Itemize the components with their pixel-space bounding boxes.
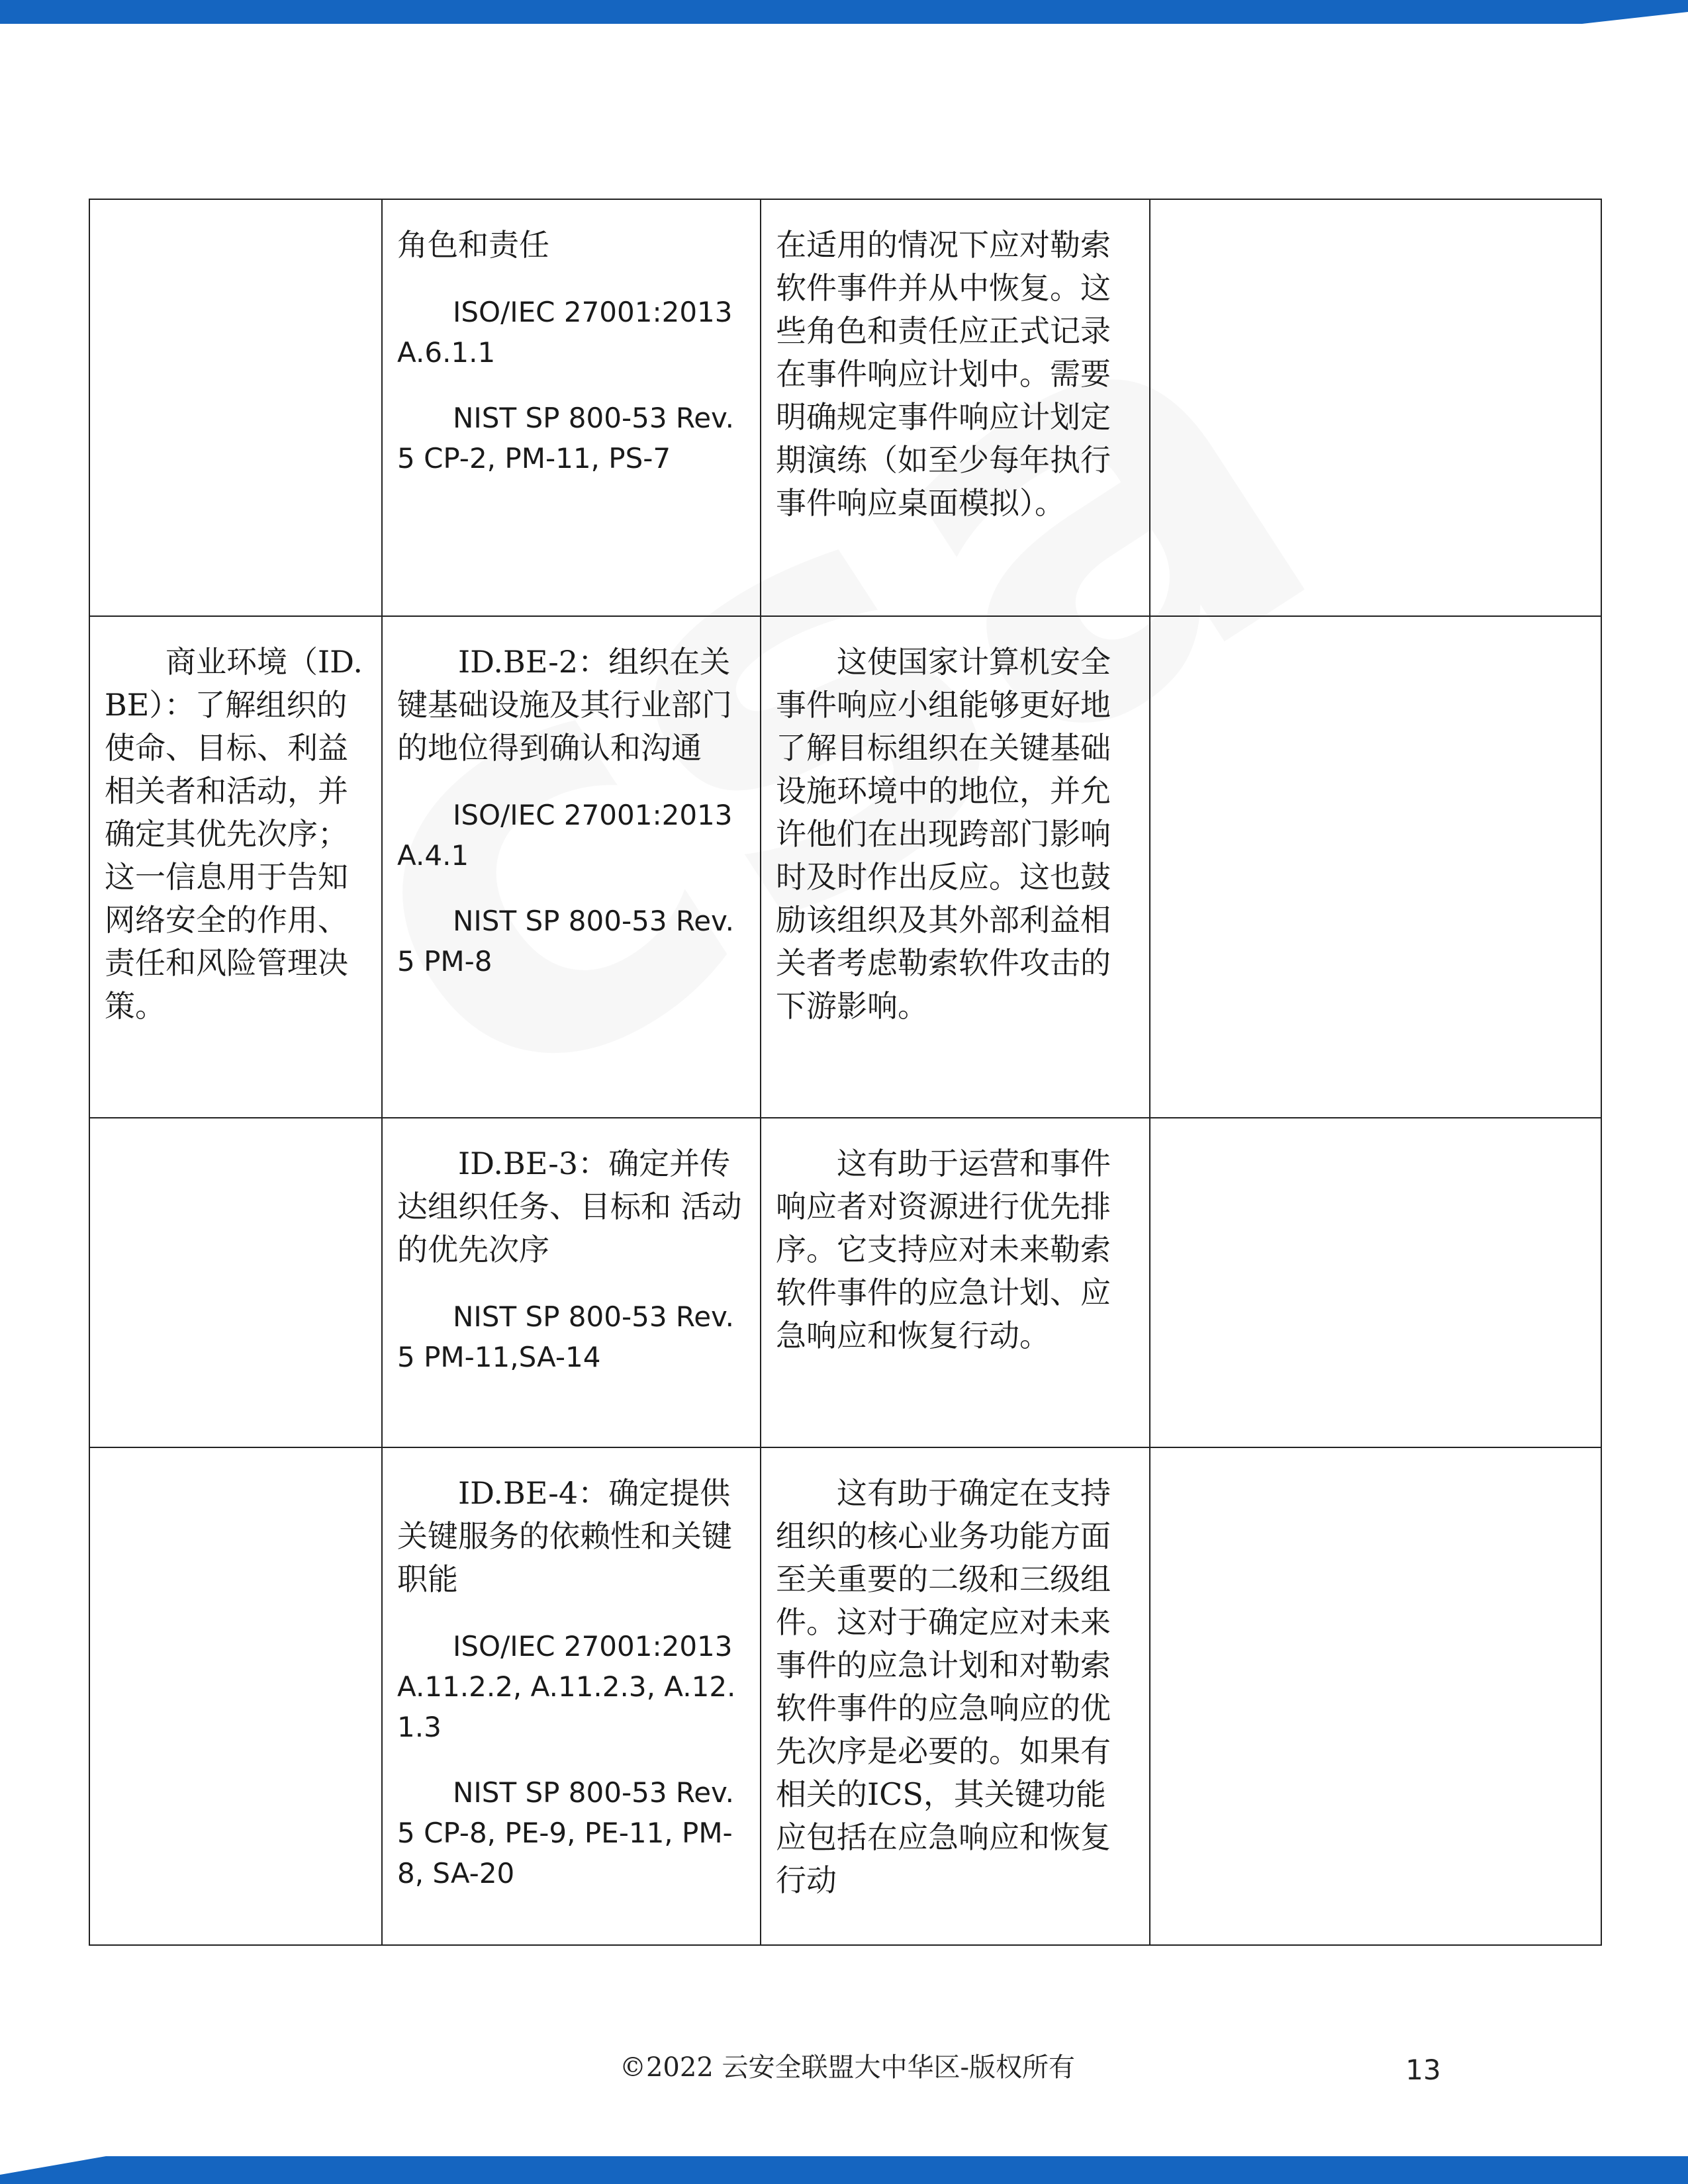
cell-paragraph: 角色和责任: [397, 227, 549, 263]
page-number: 13: [1405, 2054, 1441, 2086]
cell-paragraph: 这有助于确定在支持组织的核心业务功能方面至关重要的二级和三级组件。这对于确定应对未来事件的应急计划和对勒索软件事件的应急响应的优先次序是必要的。如果有相关的ICS，其关键功能应包括在应急响应和恢复行动: [776, 1475, 1111, 1898]
top-accent-bar: [0, 0, 1688, 24]
table-cell: [1150, 199, 1601, 616]
cell-paragraph: 这使国家计算机安全事件响应小组能够更好地了解目标组织在关键基础设施环境中的地位，并允许他们在出现跨部门影响时及时作出反应。这也鼓励该组织及其外部利益相关者考虑勒索软件攻击的下游影响。: [776, 644, 1111, 1024]
table-row: [89, 1447, 1601, 1945]
cell-paragraph: 在适用的情况下应对勒索软件事件并从中恢复。这些角色和责任应正式记录在事件响应计划中。需要明确规定事件响应计划定期演练（如至少每年执行事件响应桌面模拟）。: [776, 227, 1111, 521]
cell-paragraph: ID.BE-4：确定提供关键服务的依赖性和关键职能: [397, 1475, 732, 1597]
table-cell: [382, 1118, 761, 1447]
table-cell: [761, 199, 1150, 616]
cell-paragraph: ID.BE-2：组织在关键基础设施及其行业部门的地位得到确认和沟通: [397, 644, 732, 766]
cell-paragraph: 商业环境（ID.BE）：了解组织的使命、目标、利益相关者和活动，并确定其优先次序；这一信息用于告知网络安全的作用、责任和风险管理决策。: [105, 644, 363, 1024]
table-cell: [761, 1118, 1150, 1447]
cell-paragraph: 这有助于运营和事件响应者对资源进行优先排序。它支持应对未来勒索软件事件的应急计划、应急响应和恢复行动。: [776, 1146, 1111, 1353]
table-row: [89, 199, 1601, 616]
control-reference: NIST SP 800-53 Rev. 5 PM-8: [397, 905, 735, 978]
requirements-table: [89, 199, 1602, 1946]
bottom-accent-bar: [0, 2156, 1688, 2184]
control-reference: ISO/IEC 27001:2013 A.11.2.2, A.11.2.3, A.12.1.3: [397, 1630, 736, 1743]
table-cell: [1150, 616, 1601, 1118]
table-cell: [89, 1447, 382, 1945]
table-row: [89, 1118, 1601, 1447]
table-cell: [89, 199, 382, 616]
table-cell: [1150, 1447, 1601, 1945]
control-reference: NIST SP 800-53 Rev. 5 CP-8, PE-9, PE-11, PM-8, SA-20: [397, 1776, 735, 1889]
table-cell: [89, 616, 382, 1118]
table-cell: [382, 1447, 761, 1945]
table-cell: [382, 199, 761, 616]
table-cell: [382, 616, 761, 1118]
control-reference: NIST SP 800-53 Rev. 5 PM-11,SA-14: [397, 1300, 735, 1373]
table-cell: [761, 1447, 1150, 1945]
control-reference: NIST SP 800-53 Rev. 5 CP-2, PM-11, PS-7: [397, 402, 735, 475]
control-reference: ISO/IEC 27001:2013 A.4.1: [397, 799, 733, 872]
table-cell: [89, 1118, 382, 1447]
footer-copyright: ©2022 云安全联盟大中华区-版权所有: [619, 2052, 1076, 2083]
table-cell: [761, 616, 1150, 1118]
table-cell: [1150, 1118, 1601, 1447]
control-reference: ISO/IEC 27001:2013 A.6.1.1: [397, 296, 733, 369]
cell-paragraph: ID.BE-3：确定并传达组织任务、目标和 活动的优先次序: [397, 1146, 742, 1267]
table-row: [89, 616, 1601, 1118]
